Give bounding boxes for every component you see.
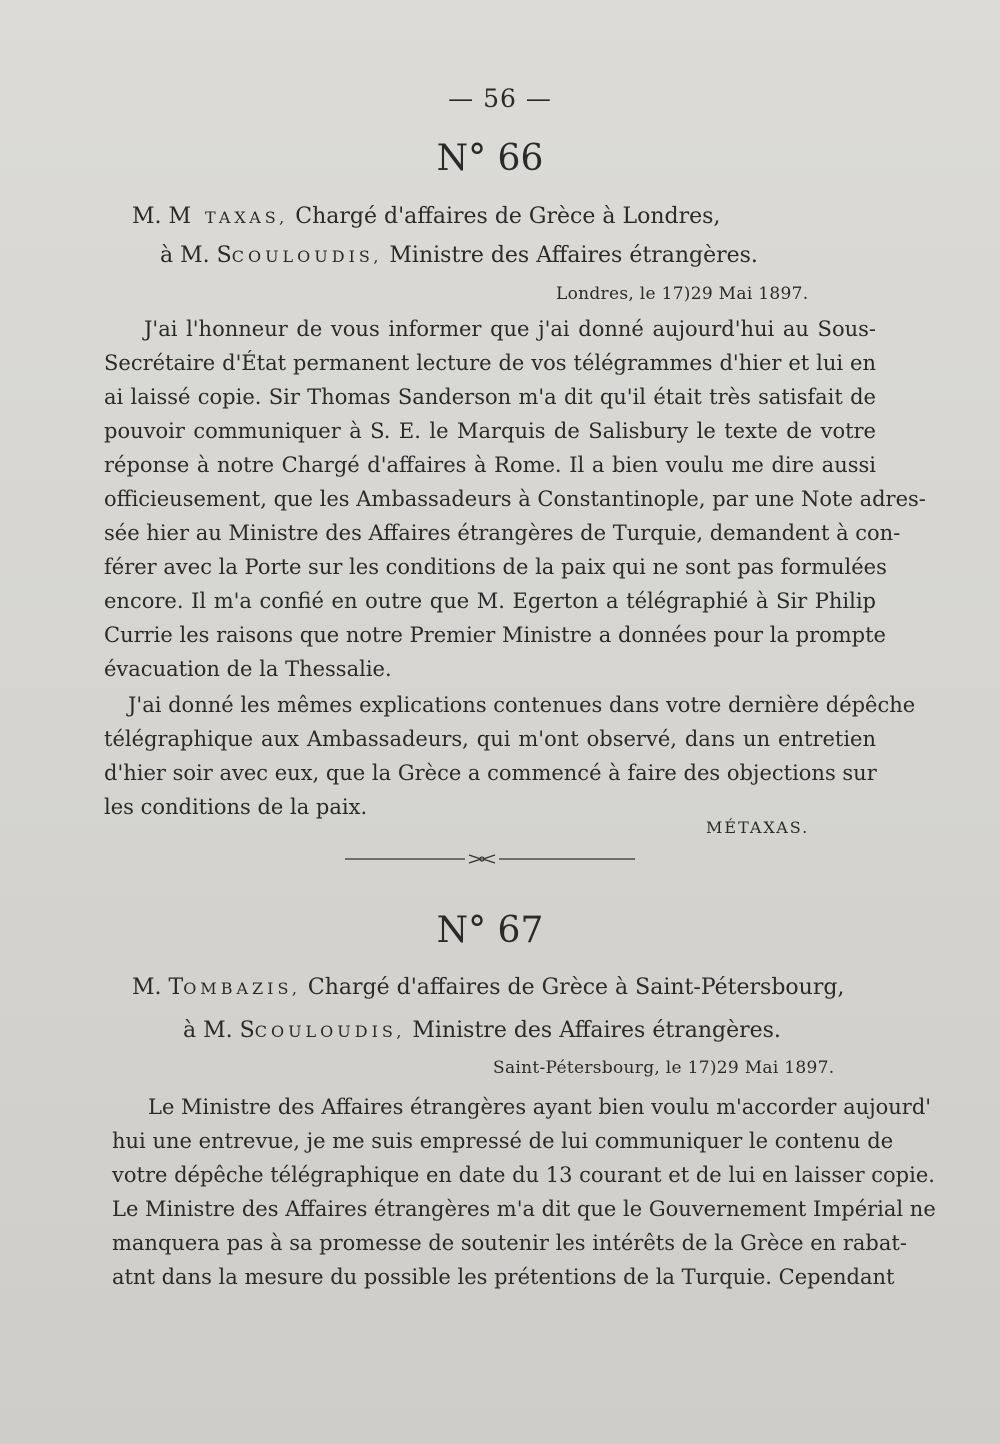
doc-66-line: J'ai donné les mêmes explications contenues dans votre dernière dépêche	[128, 693, 916, 717]
doc-67-number: N° 67	[436, 910, 544, 951]
doc-66-line: Currie les raisons que notre Premier Ministre a données pour la prompte	[104, 623, 886, 647]
doc-67-sender-prefix: M. T	[132, 975, 184, 1000]
doc-66-number: N° 66	[436, 138, 544, 179]
doc-66-sender-prefix: M. M	[132, 204, 192, 229]
doc-66-sender-title: Chargé d'affaires de Grèce à Londres,	[295, 204, 721, 229]
doc-66-line: télégraphique aux Ambassadeurs, qui m'ont observé, dans un entretien	[104, 727, 876, 751]
section-divider	[345, 852, 635, 866]
doc-66-recipient-prefix: à M. S	[160, 243, 232, 268]
doc-66-recipient	[160, 243, 758, 268]
doc-66-line: encore. Il m'a confié en outre que M. Egerton a télégraphié à Sir Philip	[104, 589, 876, 613]
doc-66-line: d'hier soir avec eux, que la Grèce a commencé à faire des objections sur	[104, 761, 877, 785]
doc-67-line: hui une entrevue, je me suis empressé de lui communiquer le contenu de	[112, 1129, 894, 1153]
doc-66-recipient-name: COULOUDIS,	[231, 247, 383, 266]
doc-67-recipient	[183, 1018, 781, 1043]
doc-67-recipient-prefix: à M. S	[183, 1018, 255, 1043]
doc-66-line: sée hier au Ministre des Affaires étrangères de Turquie, demandent à con-	[104, 521, 901, 545]
doc-67-sender-title: Chargé d'affaires de Grèce à Saint-Pétersbourg,	[307, 975, 845, 1000]
doc-67-sender-name: OMBAZIS,	[183, 979, 301, 998]
doc-66-line: Secrétaire d'État permanent lecture de vos télégrammes d'hier et lui en	[104, 351, 876, 375]
doc-66-line: pouvoir communiquer à S. E. le Marquis de Salisbury le texte de votre	[104, 419, 876, 443]
doc-66-signature: MÉTAXAS.	[706, 818, 810, 837]
doc-66-line: férer avec la Porte sur les conditions de la paix qui ne sont pas formulées	[104, 555, 887, 579]
doc-66-dateline: Londres, le 17)29 Mai 1897.	[556, 284, 809, 304]
doc-66-recipient-title: Ministre des Affaires étrangères.	[389, 243, 758, 268]
doc-67-line: Le Ministre des Affaires étrangères ayant bien voulu m'accorder aujourd'	[148, 1095, 932, 1119]
doc-66-line: réponse à notre Chargé d'affaires à Rome. Il a bien voulu me dire aussi	[104, 453, 876, 477]
doc-66-line: officieusement, que les Ambassadeurs à Constantinople, par une Note adres-	[104, 487, 926, 511]
doc-66-sender	[132, 204, 720, 229]
doc-66-line: J'ai l'honneur de vous informer que j'ai donné aujourd'hui au Sous-	[144, 317, 876, 341]
doc-67-line: votre dépêche télégraphique en date du 13 courant et de lui en laisser copie.	[112, 1163, 935, 1187]
doc-67-dateline: Saint-Pétersbourg, le 17)29 Mai 1897.	[493, 1058, 835, 1078]
doc-67-sender	[132, 975, 844, 1000]
doc-67-line: atnt dans la mesure du possible les prétentions de la Turquie. Cependant	[112, 1265, 895, 1289]
doc-66-line: ai laissé copie. Sir Thomas Sanderson m'a dit qu'il était très satisfait de	[104, 385, 876, 409]
doc-67-recipient-name: COULOUDIS,	[254, 1022, 406, 1041]
doc-66-line: les conditions de la paix.	[104, 795, 368, 819]
page-number: — 56 —	[448, 84, 552, 113]
doc-66-line: évacuation de la Thessalie.	[104, 657, 392, 681]
doc-67-line: Le Ministre des Affaires étrangères m'a dit que le Gouvernement Impérial ne	[112, 1197, 936, 1221]
doc-67-recipient-title: Ministre des Affaires étrangères.	[412, 1018, 781, 1043]
doc-67-line: manquera pas à sa promesse de soutenir les intérêts de la Grèce en rabat-	[112, 1231, 907, 1255]
doc-66-sender-name: TAXAS,	[205, 208, 289, 227]
